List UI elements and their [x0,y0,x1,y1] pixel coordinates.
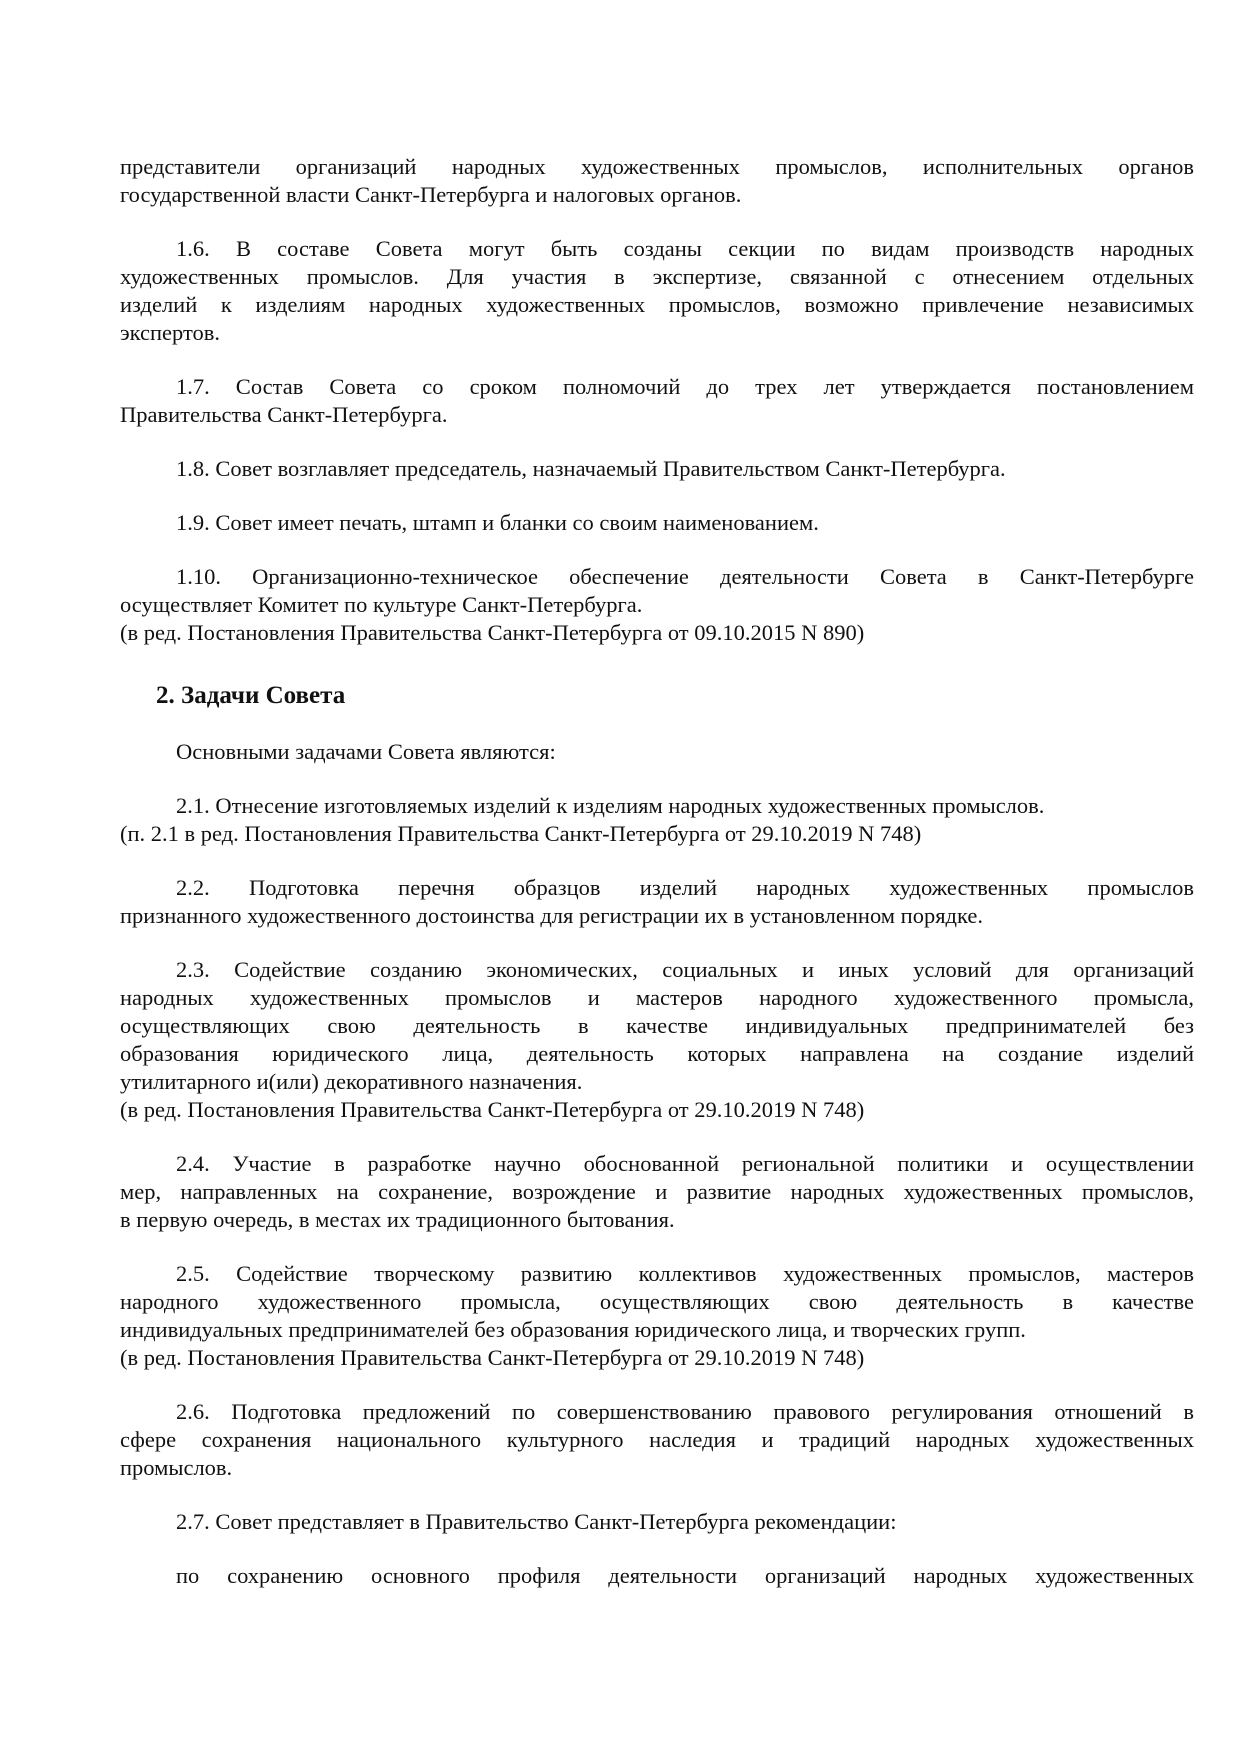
text-line: мер, направленных на сохранение, возрождение и развитие народных художественных промыслов, [120,1179,1194,1204]
text-line: (в ред. Постановления Правительства Санкт-Петербурга от 09.10.2015 N 890) [120,620,865,645]
paragraph [120,1398,1194,1482]
paragraph [120,563,1194,619]
text-line: Основными задачами Совета являются: [176,739,556,764]
paragraph [120,1150,1194,1234]
text-line: 1.10. Организационно-техническое обеспечение деятельности Совета в Санкт-Петербурге [176,564,1194,589]
text-line: осуществляет Комитет по культуре Санкт-Петербурга. [120,592,643,617]
paragraph [120,874,1194,930]
text-line: сфере сохранения национального культурного наследия и традиций народных художественных [120,1427,1194,1452]
paragraph [120,153,1194,209]
text-line: народного художественного промысла, осуществляющих свою деятельность в качестве [120,1289,1194,1314]
text-line: 1.8. Совет возглавляет председатель, назначаемый Правительством Санкт-Петербурга. [176,456,1006,481]
text-line: образования юридического лица, деятельность которых направлена на создание изделий [120,1041,1194,1066]
text-line: индивидуальных предпринимателей без образования юридического лица, и творческих групп. [120,1317,1026,1342]
text-line: 2.1. Отнесение изготовляемых изделий к изделиям народных художественных промыслов. [176,793,1045,818]
text-line: 2.2. Подготовка перечня образцов изделий народных художественных промыслов [176,875,1194,900]
text-line: промыслов. [120,1455,233,1480]
text-line: 2.5. Содействие творческому развитию коллективов художественных промыслов, мастеров [176,1261,1194,1286]
section-heading: 2. Задачи Совета [156,682,346,709]
text-line: 2.7. Совет представляет в Правительство Санкт-Петербурга рекомендации: [176,1509,897,1534]
text-line: Правительства Санкт-Петербурга. [120,402,448,427]
paragraph [120,1508,1194,1536]
amendment-note [120,820,1194,848]
paragraph [120,956,1194,1096]
paragraph [120,455,1194,483]
paragraph [120,792,1194,820]
text-line: народных художественных промыслов и мастеров народного художественного промысла, [120,985,1194,1010]
text-line: (п. 2.1 в ред. Постановления Правительства Санкт-Петербурга от 29.10.2019 N 748) [120,821,922,846]
text-line: (в ред. Постановления Правительства Санкт-Петербурга от 29.10.2019 N 748) [120,1345,865,1370]
text-line: государственной власти Санкт-Петербурга и налоговых органов. [120,182,742,207]
text-line: 1.6. В составе Совета могут быть созданы секции по видам производств народных [176,236,1194,261]
text-line: (в ред. Постановления Правительства Санкт-Петербурга от 29.10.2019 N 748) [120,1097,865,1122]
paragraph [120,509,1194,537]
paragraph [120,235,1194,347]
document-page [120,153,1194,1590]
text-line: 1.7. Состав Совета со сроком полномочий до трех лет утверждается постановлением [176,374,1194,399]
text-line: представители организаций народных художественных промыслов, исполнительных органов [120,154,1194,179]
text-line: признанного художественного достоинства для регистрации их в установленном порядке. [120,903,983,928]
text-line: изделий к изделиям народных художественных промыслов, возможно привлечение независимых [120,292,1194,317]
text-line: 1.9. Совет имеет печать, штамп и бланки со своим наименованием. [176,510,819,535]
paragraph [120,738,1194,766]
paragraph [120,373,1194,429]
paragraph [120,1260,1194,1344]
amendment-note [120,619,1194,647]
text-line: в первую очередь, в местах их традиционного бытования. [120,1207,675,1232]
text-line: художественных промыслов. Для участия в экспертизе, связанной с отнесением отдельных [120,264,1194,289]
text-line: 2.4. Участие в разработке научно обоснованной региональной политики и осуществлении [176,1151,1194,1176]
text-line: экспертов. [120,320,221,345]
amendment-note [120,1344,1194,1372]
text-line: 2.6. Подготовка предложений по совершенствованию правового регулирования отношений в [176,1399,1194,1424]
amendment-note [120,1096,1194,1124]
text-line: 2.3. Содействие созданию экономических, социальных и иных условий для организаций [176,957,1194,982]
text-line: осуществляющих свою деятельность в качестве индивидуальных предпринимателей без [120,1013,1194,1038]
text-line: по сохранению основного профиля деятельности организаций народных художественных [176,1563,1194,1588]
text-line: утилитарного и(или) декоративного назначения. [120,1069,583,1094]
paragraph [120,1562,1194,1590]
